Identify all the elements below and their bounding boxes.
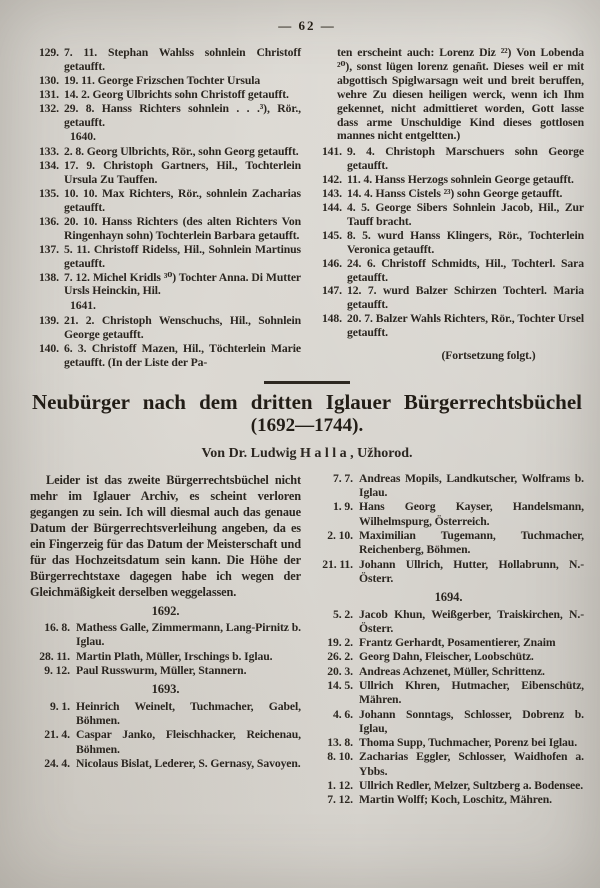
entry-number: 146. [321,256,342,270]
citizen-entry [313,650,584,664]
citizen-entry [30,650,301,664]
register-entry [30,342,301,370]
entry-number: 140. [38,342,59,356]
entry-date: 7. 7. [333,471,353,485]
article-left-column [30,472,301,808]
entry-number: 132. [38,101,59,115]
entry-number: 130. [38,73,59,87]
register-entry [30,46,301,74]
entry-text: 4. 5. George Sibers Sohnlein Jacob, Hil., Zur Tauff bracht. [347,200,584,228]
entry-date: 2. 10. [327,529,353,543]
entry-text: Johann Sonntags, Schlosser, Dobrenz b. Iglau, [359,707,584,735]
entry-text: Caspar Janko, Fleischhacker, Reichenau, Böhmen. [76,728,301,756]
register-entry [30,102,301,130]
entry-date: 9. 1. [50,699,70,713]
article-section [30,390,584,808]
entry-number: 133. [38,145,59,159]
register-entry [30,74,301,88]
entry-date: 9. 12. [44,664,70,678]
entry-text: Nicolaus Bislat, Lederer, S. Gernasy, Savoyen. [76,756,301,770]
citizen-entry [313,636,584,650]
register-left-column [30,46,301,370]
year-heading: 1692. [151,603,180,618]
entry-date: 7. 12. [327,793,353,807]
entry-text: Ullrich Redler, Melzer, Sultzberg a. Bodensee. [359,779,584,793]
register-entry [30,88,301,102]
continuation-note: (Fortsetzung folgt.) [441,349,536,363]
entry-text: 19. 11. George Frizschen Tochter Ursula [64,73,261,87]
entry-number: 129. [38,46,59,59]
register-entry [313,284,584,312]
register-entry [313,187,584,201]
entry-text: Mathess Galle, Zimmermann, Lang-Pirnitz b. Iglau. [76,621,301,649]
entry-text: 17. 9. Christoph Gartners, Hil., Tochterlein Ursula Zu Tauffen. [64,159,301,187]
entry-text: 21. 2. Christoph Wenschuchs, Hil., Sohnlein George getaufft. [64,314,301,342]
entry-text: Andreas Achzenet, Müller, Schrittenz. [359,664,545,678]
page-number: — 62 — [278,18,336,33]
entry-number: 134. [38,159,59,173]
continuation-paragraph: ten erscheint auch: Lorenz Diz ²²) Von Lobenda ²⁰), sonst lügen lorenz genañt. Dieses weil er mit abgottisch Spiglwarsagn weit und breit beruffen, wehre Zu diesen heiligen werck, wenn ich Ihm gekennet, nicht admittieret worden, Gott lasse dass arme Unschuldige Kind dieses gottlosen mannes nicht entgeltten.) [337,46,584,143]
entry-text: 2. 8. Georg Ulbrichts, Rör., sohn Georg getaufft. [64,145,299,159]
entry-text: 20. 10. Hanss Richters (des alten Richters Von Ringenhayn sohn) Tochterlein Barbara getaufft. [64,214,301,242]
entry-text: Martin Wolff; Koch, Loschitz, Mähren. [359,793,552,807]
register-section [30,46,584,370]
register-entry [30,271,301,299]
entry-text: Zacharias Eggler, Schlosser, Waidhofen a. Ybbs. [359,750,584,778]
entry-text: Andreas Mopils, Landkutscher, Wolframs b. Iglau. [359,471,584,500]
entry-date: 21. 11. [322,557,353,571]
citizen-entry [30,700,301,729]
entry-text: 20. 7. Balzer Wahls Richters, Rör., Tochter Ursel getaufft. [347,312,584,340]
entry-date: 16. 8. [44,621,70,635]
entry-text: 14. 2. Georg Ulbrichts sohn Christoff getaufft. [64,87,289,101]
entry-text: Paul Russwurm, Müller, Stannern. [76,664,247,678]
register-entry [313,312,584,340]
citizen-entry [313,779,584,793]
entry-date: 21. 4. [44,728,70,742]
citizen-entry [30,664,301,678]
article-intro: Leider ist das zweite Bürgerrechtsbüchel nicht mehr im Iglauer Archiv, es scheint verloren gegangen zu sein. Ich will diesmal auch das genaue Datum der Bürgerrechtsverleihung angeben, da es ein Fingerzeig für das Datum der Meisterschaft und für das Hochzeitsdatum sein kann. Die Höhe der Bürgerrechtstaxe dagegen habe ich wegen der Gleichmäßigkeit derselben weggelassen. [30,472,301,599]
citizen-entry [313,558,584,587]
citizen-entry [313,500,584,529]
article-right-column [313,472,584,808]
entry-text: 7. 11. Stephan Wahlss sohnlein Christoff getaufft. [64,46,301,73]
article-title: Neubürger nach dem dritten Iglauer Bürgerrechtsbüchel [32,389,582,414]
register-entry [30,215,301,243]
register-entry [313,201,584,229]
entry-date: 24. 4. [44,756,70,770]
register-entry [30,314,301,342]
entry-text: Frantz Gerhardt, Posamentierer, Znaim [359,636,556,650]
citizen-entry [313,529,584,558]
citizen-entry [313,665,584,679]
entry-text: Johann Ullrich, Hutter, Hollabrunn, N.-Österr. [359,557,584,585]
entry-date: 1. 12. [327,779,353,793]
entry-date: 5. 2. [333,607,353,621]
entry-text: Jacob Khun, Weißgerber, Traiskirchen, N.-Österr. [359,607,584,635]
entry-date: 26. 2. [327,650,353,664]
entry-text: Thoma Supp, Tuchmacher, Porenz bei Iglau. [359,736,578,750]
citizen-entry [313,608,584,637]
entry-number: 144. [321,200,342,214]
entry-text: 24. 6. Christoff Schmidts, Hil., Tochterl. Sara getaufft. [347,256,584,284]
citizen-entry [30,757,301,771]
register-entry [313,229,584,257]
entry-text: 12. 7. wurd Balzer Schirzen Tochterl. Maria getaufft. [347,284,584,312]
citizen-entry [313,679,584,708]
register-entry [313,145,584,173]
entry-date: 8. 10. [327,750,353,764]
entry-text: 11. 4. Hanss Herzogs sohnlein George getaufft. [347,173,574,187]
entry-number: 135. [38,187,59,201]
entry-text: 29. 8. Hanss Richters sohnlein . . .³), Rör., getaufft. [64,101,301,129]
year-heading: 1641. [70,299,96,313]
entry-text: 5. 11. Christoff Ridelss, Hil., Sohnlein Martinus getaufft. [64,242,301,270]
article-byline: Von Dr. Ludwig H a l l a , Užhorod. [201,445,413,461]
entry-text: Georg Dahn, Fleischer, Loobschütz. [359,650,534,664]
year-heading: 1640. [70,130,96,144]
entry-number: 141. [321,145,342,159]
year-heading: 1694. [434,590,463,605]
register-right-column [313,46,584,370]
entry-number: 147. [321,284,342,298]
section-divider [264,381,350,384]
register-entry [30,187,301,215]
citizen-entry [313,736,584,750]
entry-date: 13. 8. [327,736,353,750]
citizen-entry [313,750,584,779]
entry-number: 139. [38,314,59,328]
entry-text: 9. 4. Christoph Marschuers sohn George getaufft. [347,145,584,173]
entry-text: 6. 3. Christoff Mazen, Hil., Töchterlein Marie getaufft. (In der Liste der Pa- [64,342,301,369]
entry-text: Ullrich Khren, Hutmacher, Eibenschütz, Mähren. [359,679,584,707]
citizen-entry [313,708,584,737]
entry-number: 136. [38,214,59,228]
entry-number: 143. [321,187,342,201]
entry-text: Martin Plath, Müller, Irschings b. Iglau. [76,649,273,663]
entry-text: Heinrich Weinelt, Tuchmacher, Gabel, Böhmen. [76,699,301,727]
entry-number: 142. [321,173,342,187]
entry-date: 4. 6. [333,707,353,721]
register-entry [30,159,301,187]
entry-number: 131. [38,87,59,101]
entry-number: 138. [38,270,59,284]
register-entry [313,173,584,187]
entry-number: 145. [321,228,342,242]
entry-date: 19. 2. [327,636,353,650]
citizen-entry [30,621,301,650]
citizen-entry [313,472,584,501]
entry-text: 10. 10. Max Richters, Rör., sohnlein Zacharias getaufft. [64,187,301,214]
entry-date: 28. 11. [39,649,70,663]
register-entry [30,145,301,159]
entry-text: 7. 12. Michel Kridls ³⁰) Tochter Anna. Di Mutter Ursls Heinckin, Hil. [64,270,301,298]
entry-text: 14. 4. Hanss Cistels ²³) sohn George getaufft. [347,187,563,201]
entry-text: 8. 5. wurd Hanss Klingers, Rör., Tochterlein Veronica getaufft. [347,228,584,256]
citizen-list-left [30,604,301,771]
citizen-lists [30,472,584,808]
entry-date: 14. 5. [327,679,353,692]
register-entry [313,257,584,285]
entry-text: Hans Georg Kayser, Handelsmann, Wilhelmspurg, Österreich. [359,500,584,528]
entry-number: 137. [38,242,59,256]
citizen-entry [313,793,584,807]
article-subtitle: (1692—1744). [250,414,364,436]
year-heading: 1693. [151,682,180,697]
entry-number: 148. [321,312,342,326]
citizen-entry [30,728,301,757]
entry-date: 20. 3. [327,664,353,678]
entry-date: 1. 9. [333,500,353,514]
intro-wrap [30,472,301,600]
register-right-list [313,145,584,340]
entry-text: Maximilian Tugemann, Tuchmacher, Reichenberg, Böhmen. [359,529,584,557]
register-entry [30,243,301,271]
